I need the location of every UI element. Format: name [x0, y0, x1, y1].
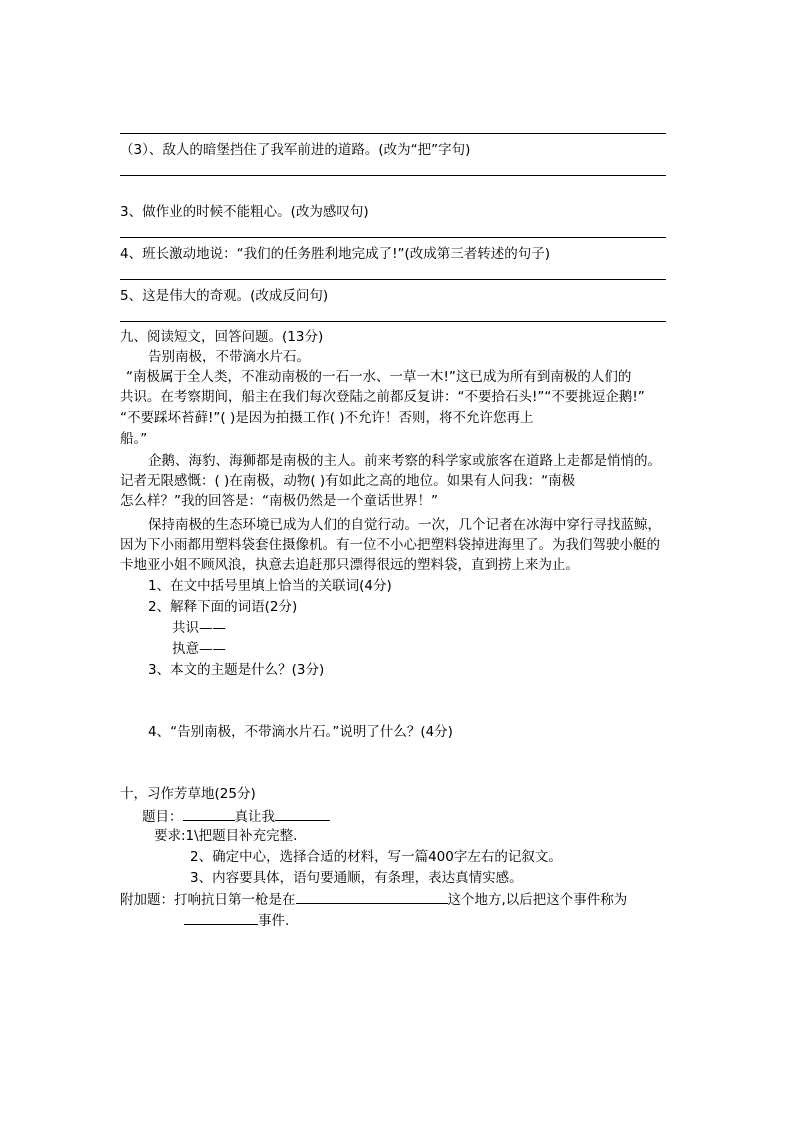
bonus-suffix: 事件.: [258, 913, 290, 929]
writing-requirement: 2、确定中心，选择合适的材料，写一篇400字左右的记叙文。: [190, 849, 562, 865]
passage-line: 记者无限感慨：( )在南极，动物( )有如此之高的地位。如果有人问我：“南极: [120, 473, 576, 489]
question-4: 4、班长激动地说：“我们的任务胜利地完成了!”(改成第三者转述的句子): [120, 246, 551, 262]
reading-question: 2、解释下面的词语(2分): [148, 599, 298, 615]
passage-line: 船。”: [120, 431, 148, 447]
passage-line: 共识。在考察期间，船主在我们每次登陆之前都反复讲：“不要拾石头!”“不要挑逗企鹅!”: [120, 389, 645, 405]
question-3: 3、做作业的时候不能粗心。(改为感叹句): [120, 204, 369, 220]
passage-line: 卡地亚小姐不顾风浪，执意去追赶那只漂得很远的塑料袋，直到捞上来为止。: [120, 557, 579, 573]
passage-line: 保持南极的生态环境已成为人们的自觉行动。一次，几个记者在冰海中穿行寻找蓝鲸，: [148, 517, 661, 533]
reading-question: 4、“告别南极，不带滴水片石。”说明了什么？(4分): [148, 724, 453, 740]
passage-line: “南极属于全人类，不准动南极的一石一水、一草一木!”这已成为所有到南极的人们的: [126, 369, 632, 385]
answer-line: [120, 175, 666, 176]
word-explanation: 执意——: [172, 641, 226, 657]
bonus-middle: 这个地方,以后把这个事件称为: [447, 892, 628, 908]
question-3-sub: （3）、敌人的暗堡挡住了我军前进的道路。(改为“把”字句): [120, 142, 471, 158]
answer-line: [120, 133, 666, 134]
answer-line: [120, 237, 666, 238]
writing-heading: 十，习作芳草地(25分): [120, 786, 256, 802]
reading-heading: 九、阅读短文，回答问题。(13分): [120, 329, 324, 345]
passage-line: 怎么样？”我的回答是：“南极仍然是一个童话世界！”: [120, 493, 438, 509]
passage-line: “不要踩坏苔藓!”( )是因为拍摄工作( )不允许！否则，将不允许您再上: [120, 410, 534, 426]
writing-requirement: 3、内容要具体，语句要通顺，有条理，表达真情实感。: [190, 870, 523, 886]
writing-topic: [142, 806, 330, 826]
bonus-blank: [184, 910, 258, 925]
answer-line: [120, 279, 666, 280]
topic-prefix: 题目：: [142, 809, 183, 825]
passage-line: 企鹅、海豹、海狮都是南极的主人。前来考察的科学家或旅客在道路上走都是悄悄的。: [148, 453, 661, 469]
word-explanation: 共识——: [172, 620, 226, 636]
bonus-question: [120, 889, 627, 909]
bonus-prefix: 附加题：打响抗日第一枪是在: [120, 892, 296, 908]
bonus-question-cont: [184, 910, 289, 930]
reading-question: 3、本文的主题是什么？(3分): [148, 662, 325, 678]
writing-requirement: 要求:1\把题目补充完整.: [154, 828, 298, 844]
bonus-blank: [296, 889, 448, 904]
topic-middle: 真让我: [234, 809, 275, 825]
question-5: 5、这是伟大的奇观。(改成反问句): [120, 288, 329, 304]
passage-title: 告别南极，不带滴水片石。: [148, 349, 310, 365]
passage-line: 因为下小雨都用塑料袋套住摄像机。有一位不小心把塑料袋掉进海里了。为我们驾驶小艇的: [120, 537, 660, 553]
topic-blank: [183, 806, 235, 821]
reading-question: 1、在文中括号里填上恰当的关联词(4分): [148, 578, 392, 594]
answer-line: [120, 321, 666, 322]
topic-blank: [275, 806, 330, 821]
